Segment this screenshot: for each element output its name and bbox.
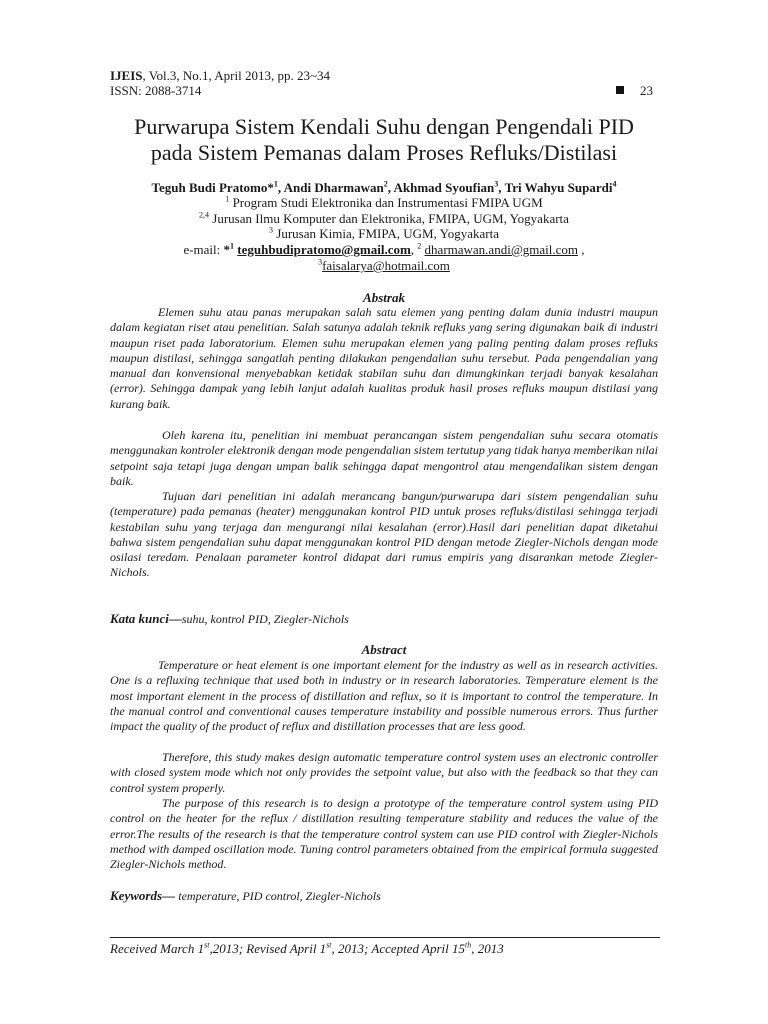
author-sup: 4 <box>612 179 617 189</box>
author-sep: , <box>387 180 394 195</box>
received-text: Received March 1 <box>110 941 205 956</box>
kata-kunci-label: Kata kunci— <box>110 611 182 626</box>
affiliation-sup: 2,4 <box>199 210 210 220</box>
author-name: Andi Dharmawan <box>283 180 384 195</box>
abstract-paragraph: Temperature or heat element is one important element for the industry as well as in research activities. One is a refluxing technique that used both in industry or in research laboratories. Temperature element is the most important element in the process of distillation and reflux, so it is important to control the temperature. In the manual control and conventional causes temperature instability and possible numerous errors. Thus further impact the quality of the product of reflux and distillation processes that are less good. <box>110 658 658 734</box>
accepted-text: , 2013; Accepted April 15 <box>331 941 465 956</box>
title-line-2: pada Sistem Pemanas dalam Proses Refluks/Distilasi <box>150 140 618 165</box>
email-sup: 1 <box>230 241 235 251</box>
page-number: 23 <box>640 83 653 98</box>
kata-kunci <box>110 611 658 627</box>
received-dates <box>110 941 504 957</box>
affiliation-text: Jurusan Kimia, FMIPA, UGM, Yogyakarta <box>276 226 499 241</box>
author-sup: 1 <box>273 179 278 189</box>
affiliation-sup: 1 <box>225 194 230 204</box>
journal-volume-info: , Vol.3, No.1, April 2013, pp. 23~34 <box>142 68 331 83</box>
email-line-2 <box>60 258 708 274</box>
footer-divider <box>110 937 660 938</box>
email-link-3[interactable]: faisalarya@hotmail.com <box>322 258 450 273</box>
email-block <box>60 242 708 274</box>
abstrak-paragraph: Tujuan dari penelitian ini adalah merancang bangun/purwarupa dari sistem pengendalian suhu (temperature) pada pemanas (heater) menggunakan kontrol PID untuk proses refluks/distilasi sehingga terjadi kestabilan suhu yang terjaga dan mengurangi nilai kesalahan (error).Hasil dari penelitian dapat diketahui bahwa sistem pengendalian suhu dapat menggunakan kontrol PID dengan metode Ziegler-Nichols dengan mode osilasi teredam. Penalaan parameter kontrol didapat dari rumus empiris yang disarankan metode Ziegler-Nichols. <box>110 489 658 580</box>
keywords-value: temperature, PID control, Ziegler-Nichols <box>178 889 381 903</box>
received-sup: st <box>204 940 210 950</box>
journal-name: IJEIS <box>110 68 143 83</box>
keywords-label: Keywords— <box>110 888 179 903</box>
abstrak-paragraph: Elemen suhu atau panas merupakan salah satu elemen yang penting dalam dunia industri maupun dalam kegiatan riset atau penelitian. Salah satunya adalah teknik refluks yang sering digunakan baik di industri maupun riset pada laboratorium. Elemen suhu merupakan elemen yang paling penting dalam proses refluks maupun distilasi, sehingga sangatlah penting dilakukan pengendalian suhu tersebut. Pada pengendalian yang manual dan konvensional menyebabkan ketidak stabilan suhu dan dimungkinkan terjadi banyak kesalahan (error). Sehingga dampak yang lebih lanjut adalah kualitas produk hasil proses refluks maupun distilasi yang kurang baik. <box>110 305 658 411</box>
author-sep: , <box>498 180 505 195</box>
affiliation-text: Program Studi Elektronika dan Instrumentasi FMIPA UGM <box>232 195 543 210</box>
email-prefix: e-mail: <box>183 242 224 257</box>
author-sup: 2 <box>383 179 388 189</box>
author-name: Akhmad Syoufian <box>393 180 495 195</box>
email-link-2[interactable]: dharmawan.andi@gmail.com <box>424 242 579 257</box>
email-sep: , <box>578 242 585 257</box>
page-number-block <box>616 83 653 98</box>
email-sup: 2 <box>417 241 422 251</box>
abstract-paragraph: The purpose of this research is to design a prototype of the temperature control system using PID control on the heater for the reflux / distillation resulting temperature stability and reduces the value of the error.The results of the research is that the temperature control system can use PID control with Ziegler-Nichols method with damped oscillation mode. Tuning control parameters obtained from the empirical formula suggested Ziegler-Nichols method. <box>110 796 658 872</box>
affiliation <box>60 211 708 226</box>
received-year: , 2013 <box>471 941 504 956</box>
abstrak-paragraph: Oleh karena itu, penelitian ini membuat perancangan sistem pengendalian suhu secara otomatis menggunakan kontroler elektronik dengan mode pengendalian sistem tertutup yang tidak hanya memberikan nilai setpoint saja tetapi juga dengan umpan balik sehingga dapat mengontrol atau mengendalikan sistem dengan baik. <box>110 428 658 488</box>
affiliation-sup: 3 <box>269 225 274 235</box>
email-sup: 3 <box>318 257 323 267</box>
title-line-1: Purwarupa Sistem Kendali Suhu dengan Pengendali PID <box>134 114 634 139</box>
square-bullet-icon <box>616 86 624 94</box>
received-sup: st <box>326 940 332 950</box>
affiliation <box>60 195 708 210</box>
abstract-heading: Abstract <box>361 642 407 657</box>
paper-title <box>60 114 708 166</box>
journal-citation <box>110 68 330 83</box>
author-sup: 3 <box>494 179 499 189</box>
keywords <box>110 888 658 904</box>
received-sup: th <box>465 940 472 950</box>
email-sep: , <box>410 242 418 257</box>
affiliation-text: Jurusan Ilmu Komputer dan Elektronika, FMIPA, UGM, Yogyakarta <box>212 211 569 226</box>
kata-kunci-value: suhu, kontrol PID, Ziegler-Nichols <box>181 612 349 626</box>
email-link-1[interactable]: teguhbudipratomo@gmail.com <box>237 242 411 257</box>
author-sep: , <box>277 180 284 195</box>
email-line-1 <box>60 242 708 258</box>
author-name: Tri Wahyu Supardi <box>504 180 613 195</box>
revised-text: ,2013; Revised April 1 <box>209 941 327 956</box>
author-name: Teguh Budi Pratomo* <box>151 180 274 195</box>
abstrak-heading: Abstrak <box>363 290 405 305</box>
author-list <box>60 180 708 196</box>
issn: ISSN: 2088-3714 <box>110 83 202 98</box>
affiliation <box>60 226 708 241</box>
abstract-paragraph: Therefore, this study makes design automatic temperature control system uses an electronic controller with closed system mode which not only provides the setpoint value, but also with the feedback so that they can control system properly. <box>110 750 658 795</box>
corresponding-mark: * <box>223 242 231 257</box>
